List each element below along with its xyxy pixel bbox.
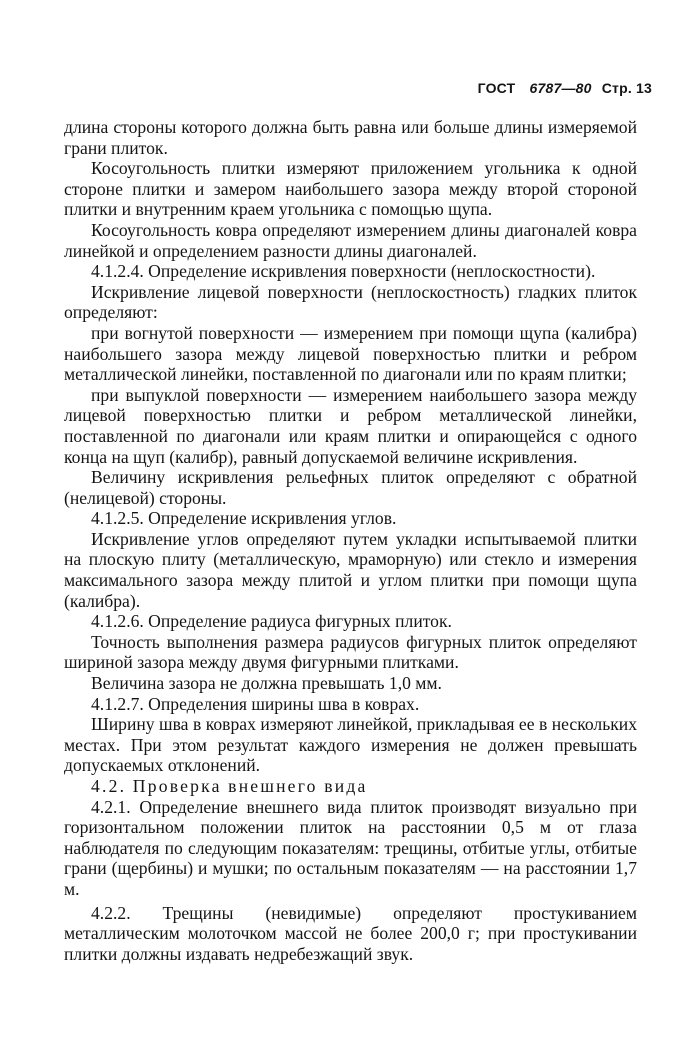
section-heading-4-1-2-6: 4.1.2.6. Определение радиуса фигурных плиток. bbox=[91, 611, 452, 632]
paragraph: Косоугольность плитки измеряют приложением угольника к одной стороне плитки и замером наибольшего зазора между второй стороной плитки и внутренним краем угольника с помощью щупа. bbox=[64, 158, 637, 220]
paragraph: Точность выполнения размера радиусов фигурных плиток определяют шириной зазора между двумя фигурными плитками. bbox=[64, 631, 637, 673]
document-body bbox=[64, 117, 637, 964]
paragraph: Косоугольность ковра определяют измерением длины диагоналей ковра линейкой и определением разности длины диагоналей. bbox=[64, 219, 637, 261]
page-header bbox=[478, 80, 652, 96]
paragraph: Величину искривления рельефных плиток определяют с обратной (нелицевой) стороны. bbox=[64, 467, 637, 508]
paragraph-4-2-1: 4.2.1. Определение внешнего вида плиток производят визуально при горизонтальном положении плиток на расстоянии 0,5 м от глаза наблюдателя по следующим показателям: трещины, отбитые углы, отбитые грани (щербины) и мушки; по остальным показателям — на расстоянии 1,7 м. bbox=[64, 796, 637, 899]
standard-number: 6787—80 bbox=[529, 80, 592, 96]
paragraph: Искривление лицевой поверхности (неплоскостность) гладких плиток определяют: bbox=[64, 281, 637, 323]
list-item-concave: при вогнутой поверхности — измерением при помощи щупа (калибра) наибольшего зазора между лицевой поверхностью плитки и ребром металлической линейки, поставленной по диагонали или по краям плитки; bbox=[64, 322, 637, 385]
paragraph-4-2-2: 4.2.2. Трещины (невидимые) определяют простукиванием металлическим молоточком массой не более 200,0 г; при простукивании плитки должны издавать недребезжащий звук. bbox=[64, 902, 637, 964]
section-heading-4-1-2-5: 4.1.2.5. Определение искривления углов. bbox=[91, 508, 397, 529]
section-heading-4-2: 4.2. Проверка внешнего вида bbox=[91, 776, 368, 796]
paragraph-continuation: длина стороны которого должна быть равна или больше длины измеряемой грани плиток. bbox=[64, 117, 637, 158]
standard-name: ГОСТ bbox=[477, 80, 516, 96]
paragraph: Величина зазора не должна превышать 1,0 мм. bbox=[91, 673, 442, 694]
paragraph: Искривление углов определяют путем укладки испытываемой плитки на плоскую плиту (металлическую, мраморную) или стекло и измерения максимального зазора между плитой и углом плитки при помощи щупа (калибра). bbox=[64, 528, 637, 611]
page-number: Стр. 13 bbox=[601, 80, 652, 96]
section-heading-4-1-2-4: 4.1.2.4. Определение искривления поверхности (неплоскостности). bbox=[91, 261, 596, 282]
list-item-convex: при выпуклой поверхности — измерением наибольшего зазора между лицевой поверхностью плитки и ребром металлической линейки, поставленной по диагонали или краям плитки и опирающейся с одного конца на щуп (калибр), равный допускаемой величине искривления. bbox=[64, 384, 637, 467]
section-heading-4-1-2-7: 4.1.2.7. Определения ширины шва в коврах. bbox=[91, 693, 420, 714]
paragraph: Ширину шва в коврах измеряют линейкой, прикладывая ее в нескольких местах. При этом результат каждого измерения не должен превышать допускаемых отклонений. bbox=[64, 714, 637, 776]
